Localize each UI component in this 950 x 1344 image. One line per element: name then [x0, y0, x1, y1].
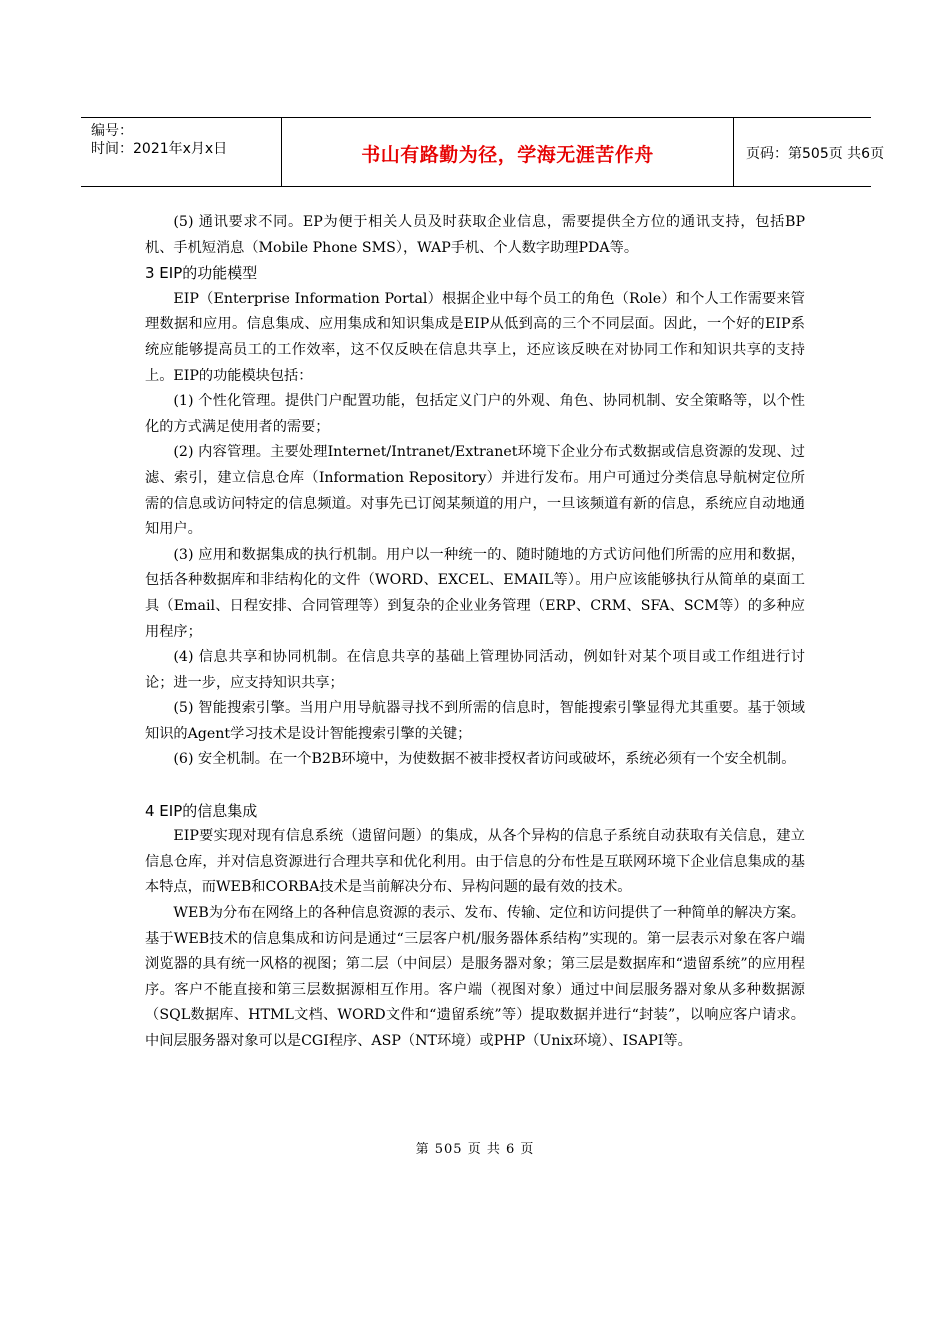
paragraph-personalization: (1) 个性化管理。提供门户配置功能，包括定义门户的外观、角色、协同机制、安全策略等，以个性化的方式满足使用者的需要； — [145, 393, 805, 435]
header-motto-cell — [282, 118, 734, 186]
blank-line — [145, 773, 805, 799]
document-number-label: 编号： — [91, 123, 133, 139]
paragraph-security: (6) 安全机制。在一个B2B环境中，为使数据不被非授权者访问或破坏，系统必须有一个安全机制。 — [173, 751, 796, 768]
paragraph-app-data-integration: (3) 应用和数据集成的执行机制。用户以一种统一的、随时随地的方式访问他们所需的应用和数据，包括各种数据库和非结构化的文件（WORD、EXCEL、EMAIL等）。用户应该能够执行从简单的桌面工具（Email、日程安排、合同管理等）到复杂的企业业务管理（ERP、CRM、SFA、SCM等）的多种应用程序； — [145, 546, 805, 640]
header-table — [81, 117, 885, 187]
document-body — [145, 210, 805, 1055]
paragraph-communication: (5) 通讯要求不同。EP为便于相关人员及时获取企业信息，需要提供全方位的通讯支持，包括BP机、手机短消息（Mobile Phone SMS），WAP手机、个人数字助理PDA等。 — [145, 214, 805, 256]
page-footer: 第 505 页 共 6 页 — [415, 1142, 535, 1157]
paragraph-info-sharing: (4) 信息共享和协同机制。在信息共享的基础上管理协同活动，例如针对某个项目或工作组进行讨论；进一步，应支持知识共享； — [145, 649, 805, 691]
paragraph-web-solution: WEB为分布在网络上的各种信息资源的表示、发布、传输、定位和访问提供了一种简单的解决方案。基于WEB技术的信息集成和访问是通过“三层客户机/服务器体系结构”实现的。第一层表示对象在客户端浏览器的具有统一风格的视图；第二层（中间层）是服务器对象；第三层是数据库和“遗留系统”的应用程序。客户不能直接和第三层数据源相互作用。客户端（视图对象）通过中间层服务器对象从多种数据源（SQL数据库、HTML文档、WORD文件和“遗留系统”等）提取数据并进行“封装”，以响应客户请求。中间层服务器对象可以是CGI程序、ASP（NT环境）或PHP（Unix环境）、ISAPI等。 — [145, 905, 805, 1049]
paragraph-info-integration: EIP要实现对现有信息系统（遗留问题）的集成，从各个异构的信息子系统自动获取有关信息，建立信息仓库，并对信息资源进行合理共享和优化利用。由于信息的分布性是互联网环境下企业信息集成的基本特点，而WEB和CORBA技术是当前解决分布、异构问题的最有效的技术。 — [145, 828, 805, 896]
document-date-label: 时间：2021年x月x日 — [91, 141, 228, 157]
paragraph-content-management: (2) 内容管理。主要处理Internet/Intranet/Extranet环境下企业分布式数据或信息资源的发现、过滤、索引，建立信息仓库（Information Repository）并进行发布。用户可通过分类信息导航树定位所需的信息或访问特定的信息频道。对事先已订阅某频道的用户，一旦该频道有新的信息，系统应自动地通知用户。 — [145, 444, 805, 538]
header-page-number: 页码：第505页 共6页 — [746, 146, 885, 162]
paragraph-search-engine: (5) 智能搜索引擎。当用户用导航器寻找不到所需的信息时，智能搜索引擎显得尤其重要。基于领域知识的Agent学习技术是设计智能搜索引擎的关键； — [145, 700, 805, 742]
section-heading-3: 3 EIP的功能模型 — [145, 264, 258, 283]
section-heading-4: 4 EIP的信息集成 — [145, 801, 258, 820]
paragraph-eip-intro: EIP（Enterprise Information Portal）根据企业中每个员工的角色（Role）和个人工作需要来管理数据和应用。信息集成、应用集成和知识集成是EIP从低到高的三个不同层面。因此，一个好的EIP系统应能够提高员工的工作效率，这不仅反映在信息共享上，还应该反映在对协同工作和知识共享的支持上。EIP的功能模块包括： — [145, 290, 805, 384]
header-page-cell — [734, 118, 885, 186]
header-meta-cell — [81, 118, 282, 186]
motto-text: 书山有路勤为径，学海无涯苦作舟 — [361, 144, 654, 166]
